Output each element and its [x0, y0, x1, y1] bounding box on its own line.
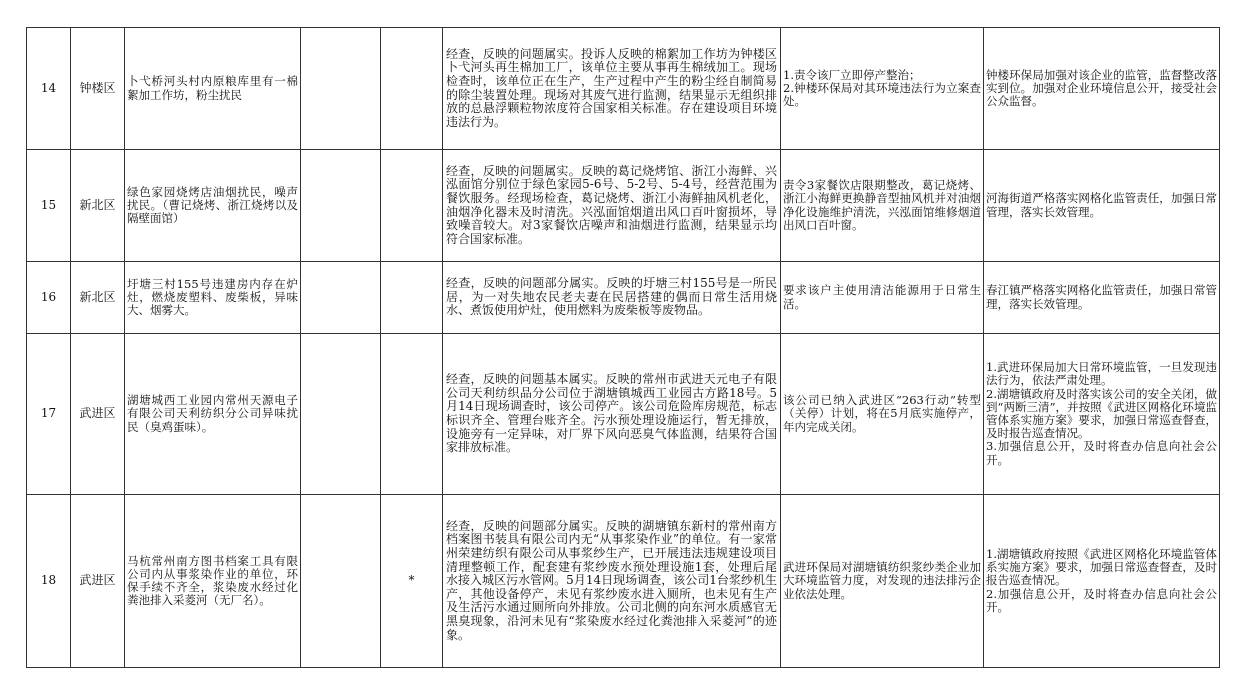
mark-cell: *	[381, 495, 443, 668]
handling-cell: 1.责令该厂立即停产整治； 2.钟楼环保局对其环境违法行为立案查处。	[781, 28, 984, 150]
finding-cell: 经查，反映的问题部分属实。反映的湖塘镇东新村的常州南方档案图书装具有限公司内无“从事浆染作业”的单位。有一家常州荣建纺织有限公司从事浆纱生产，已开展违法违规建设项目清理整顿工作，配套建有浆纱废水预处理设施1套，处理后尾水接入城区污水管网。5月14日现场调查，该公司1台浆纱机生产，其他设备停产，未见有浆纱废水进入厕所，也未见有生产及生活污水通过厕所向外排放。公司北侧的向东河水质感官无黑臭现象，沿河未见有“浆染废水经过化粪池排入采菱河”的迹象。	[443, 495, 781, 668]
handling-cell: 该公司已纳入武进区“263行动”转型（关停）计划，将在5月底实施停产，年内完成关闭。	[781, 334, 984, 495]
finding-cell: 经查，反映的问题属实。反映的葛记烧烤馆、浙江小海鲜、兴泓面馆分别位于绿色家园5-6号、5-2号、5-4号，经营范围为餐饮服务。经现场检查，葛记烧烤、浙江小海鲜抽风机老化，油烟净化器未及时清洗。兴泓面馆烟道出风口百叶窗损坏，导致噪音较大。对3家餐饮店噪声和油烟进行监测，结果显示均符合国家标准。	[443, 150, 781, 262]
mark-cell	[381, 28, 443, 150]
district-cell: 武进区	[71, 495, 125, 668]
table-row	[27, 262, 1220, 334]
district-cell: 钟楼区	[71, 28, 125, 150]
row-number: 18	[27, 495, 71, 668]
followup-cell: 春江镇严格落实网格化监管责任，加强日常管理，落实长效管理。	[984, 262, 1220, 334]
complaint-cell: 绿色家园烧烤店油烟扰民，噪声扰民。（曹记烧烤、浙江烧烤以及隔壁面馆）	[125, 150, 301, 262]
finding-cell: 经查，反映的问题属实。投诉人反映的棉絮加工作坊为钟楼区卜弋河头再生棉加工厂，该单位主要从事再生棉绒加工。现场检查时，该单位正在生产，生产过程中产生的粉尘经自制简易的除尘装置处理。现场对其废气进行监测，结果显示无组织排放的总悬浮颗粒物浓度符合国家相关标准。存在建设项目环境违法行为。	[443, 28, 781, 150]
finding-cell: 经查，反映的问题部分属实。反映的圩塘三村155号是一所民居，为一对失地农民老夫妻在民居搭建的偶而日常生活用烧水、煮饭使用炉灶，使用燃料为废柴板等废物品。	[443, 262, 781, 334]
table-row	[27, 495, 1220, 668]
mark-cell	[381, 150, 443, 262]
complaint-cell: 卜弋桥河头村内原粮库里有一棉絮加工作坊，粉尘扰民	[125, 28, 301, 150]
district-cell: 新北区	[71, 262, 125, 334]
handling-cell: 要求该户主使用清洁能源用于日常生活。	[781, 262, 984, 334]
blank-cell	[301, 28, 381, 150]
table-row	[27, 150, 1220, 262]
row-number: 16	[27, 262, 71, 334]
district-cell: 新北区	[71, 150, 125, 262]
district-cell: 武进区	[71, 334, 125, 495]
mark-cell	[381, 334, 443, 495]
complaint-table	[26, 27, 1220, 668]
followup-cell: 钟楼环保局加强对该企业的监管，监督整改落实到位。加强对企业环境信息公开，接受社会公众监督。	[984, 28, 1220, 150]
blank-cell	[301, 495, 381, 668]
complaint-cell: 圩塘三村155号违建房内存在炉灶，燃烧废塑料、废柴板，异味大、烟雾大。	[125, 262, 301, 334]
blank-cell	[301, 334, 381, 495]
table-row	[27, 334, 1220, 495]
blank-cell	[301, 150, 381, 262]
handling-cell: 责令3家餐饮店限期整改，葛记烧烤、浙江小海鲜更换静音型抽风机并对油烟净化设施维护清洗，兴泓面馆维修烟道出风口百叶窗。	[781, 150, 984, 262]
complaint-cell: 湖塘城西工业园内常州天源电子有限公司天利纺织分公司异味扰民（臭鸡蛋味）。	[125, 334, 301, 495]
row-number: 17	[27, 334, 71, 495]
followup-cell: 1.湖塘镇政府按照《武进区网格化环境监管体系实施方案》要求，加强日常巡查督查，及时报告巡查情况。 2.加强信息公开，及时将查办信息向社会公开。	[984, 495, 1220, 668]
row-number: 15	[27, 150, 71, 262]
complaint-cell: 马杭常州南方图书档案工具有限公司内从事浆染作业的单位，环保手续不齐全，浆染废水经过化粪池排入采菱河（无厂名）。	[125, 495, 301, 668]
blank-cell	[301, 262, 381, 334]
mark-cell	[381, 262, 443, 334]
handling-cell: 武进环保局对湖塘镇纺织浆纱类企业加大环境监管力度，对发现的违法排污企业依法处理。	[781, 495, 984, 668]
table-row	[27, 28, 1220, 150]
finding-cell: 经查，反映的问题基本属实。反映的常州市武进天元电子有限公司天利纺织品分公司位于湖塘镇城西工业园古方路18号。5月14日现场调查时，该公司停产。该公司危险库房规范，标志标识齐全、管理台账齐全。污水预处理设施运行，暂无排放，设施旁有一定异味，对厂界下风向恶臭气体监测，结果符合国家排放标准。	[443, 334, 781, 495]
followup-cell: 1.武进环保局加大日常环境监管，一旦发现违法行为，依法严肃处理。 2.湖塘镇政府及时落实该公司的安全关闭，做到“两断三清”，并按照《武进区网格化环境监管体系实施方案》要求，加强日常巡查督查，及时报告巡查情况。 3.加强信息公开，及时将查办信息向社会公开。	[984, 334, 1220, 495]
row-number: 14	[27, 28, 71, 150]
followup-cell: 河海街道严格落实网格化监管责任，加强日常管理，落实长效管理。	[984, 150, 1220, 262]
